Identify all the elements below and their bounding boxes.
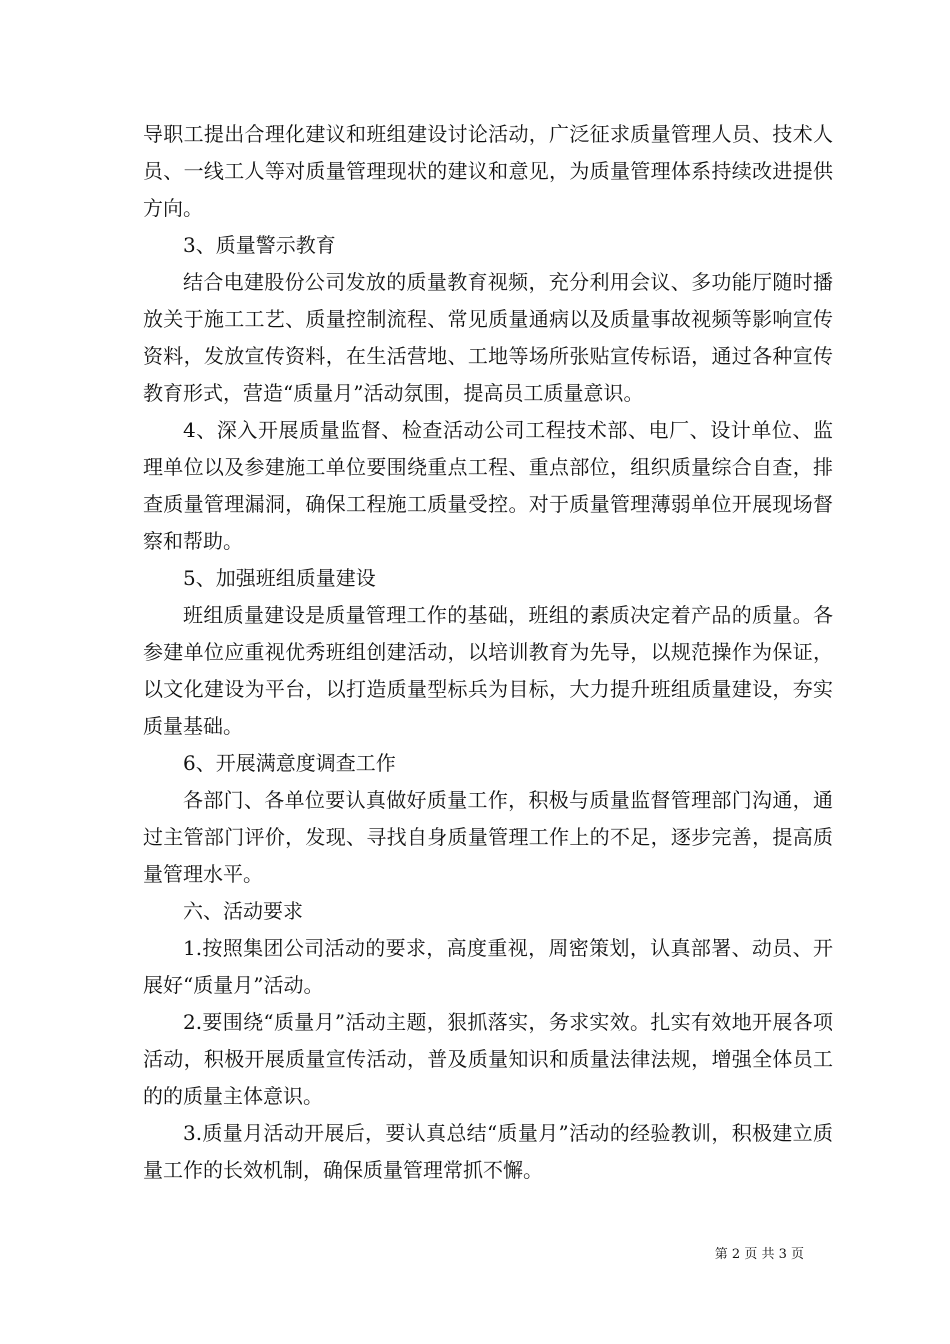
requirement-item-1: 1.按照集团公司活动的要求，高度重视，周密策划，认真部署、动员、开展好“质量月”活动。 <box>143 936 833 997</box>
paragraph-quality-warning-education: 结合电建股份公司发放的质量教育视频，充分利用会议、多功能厅随时播放关于施工工艺、质量控制流程、常见质量通病以及质量事故视频等影响宣传资料，发放宣传资料，在生活营地、工地等场所张贴宣传标语，通过各种宣传教育形式，营造“质量月”活动氛围，提高员工质量意识。 <box>143 270 833 405</box>
section-heading-team-quality-building: 5、加强班组质量建设 <box>183 566 376 590</box>
requirement-item-3: 3.质量月活动开展后，要认真总结“质量月”活动的经验教训，积极建立质量工作的长效机制，确保质量管理常抓不懈。 <box>143 1121 833 1182</box>
section-heading-activity-requirements: 六、活动要求 <box>183 899 303 923</box>
section-heading-satisfaction-survey: 6、开展满意度调查工作 <box>183 751 396 775</box>
paragraph-quality-supervision-inspection: 4、深入开展质量监督、检查活动公司工程技术部、电厂、设计单位、监理单位以及参建施工单位要围绕重点工程、重点部位，组织质量综合自查，排查质量管理漏洞，确保工程施工质量受控。对于质量管理薄弱单位开展现场督察和帮助。 <box>143 418 833 553</box>
section-heading-quality-warning-education: 3、质量警示教育 <box>183 233 336 257</box>
paragraph-team-quality-building: 班组质量建设是质量管理工作的基础，班组的素质决定着产品的质量。各参建单位应重视优秀班组创建活动，以培训教育为先导，以规范操作为保证，以文化建设为平台，以打造质量型标兵为目标，大力提升班组质量建设，夯实质量基础。 <box>143 603 833 738</box>
paragraph-satisfaction-survey: 各部门、各单位要认真做好质量工作，积极与质量监督管理部门沟通，通过主管部门评价，发现、寻找自身质量管理工作上的不足，逐步完善，提高质量管理水平。 <box>143 788 833 886</box>
requirement-item-2: 2.要围绕“质量月”活动主题，狠抓落实，务求实效。扎实有效地开展各项活动，积极开展质量宣传活动，普及质量知识和质量法律法规，增强全体员工的的质量主体意识。 <box>143 1010 833 1108</box>
document-body <box>143 116 833 1189</box>
paragraph-continuation: 导职工提出合理化建议和班组建设讨论活动，广泛征求质量管理人员、技术人员、一线工人等对质量管理现状的建议和意见，为质量管理体系持续改进提供方向。 <box>143 122 833 220</box>
page-number-footer: 第 2 页 共 3 页 <box>714 1247 804 1262</box>
